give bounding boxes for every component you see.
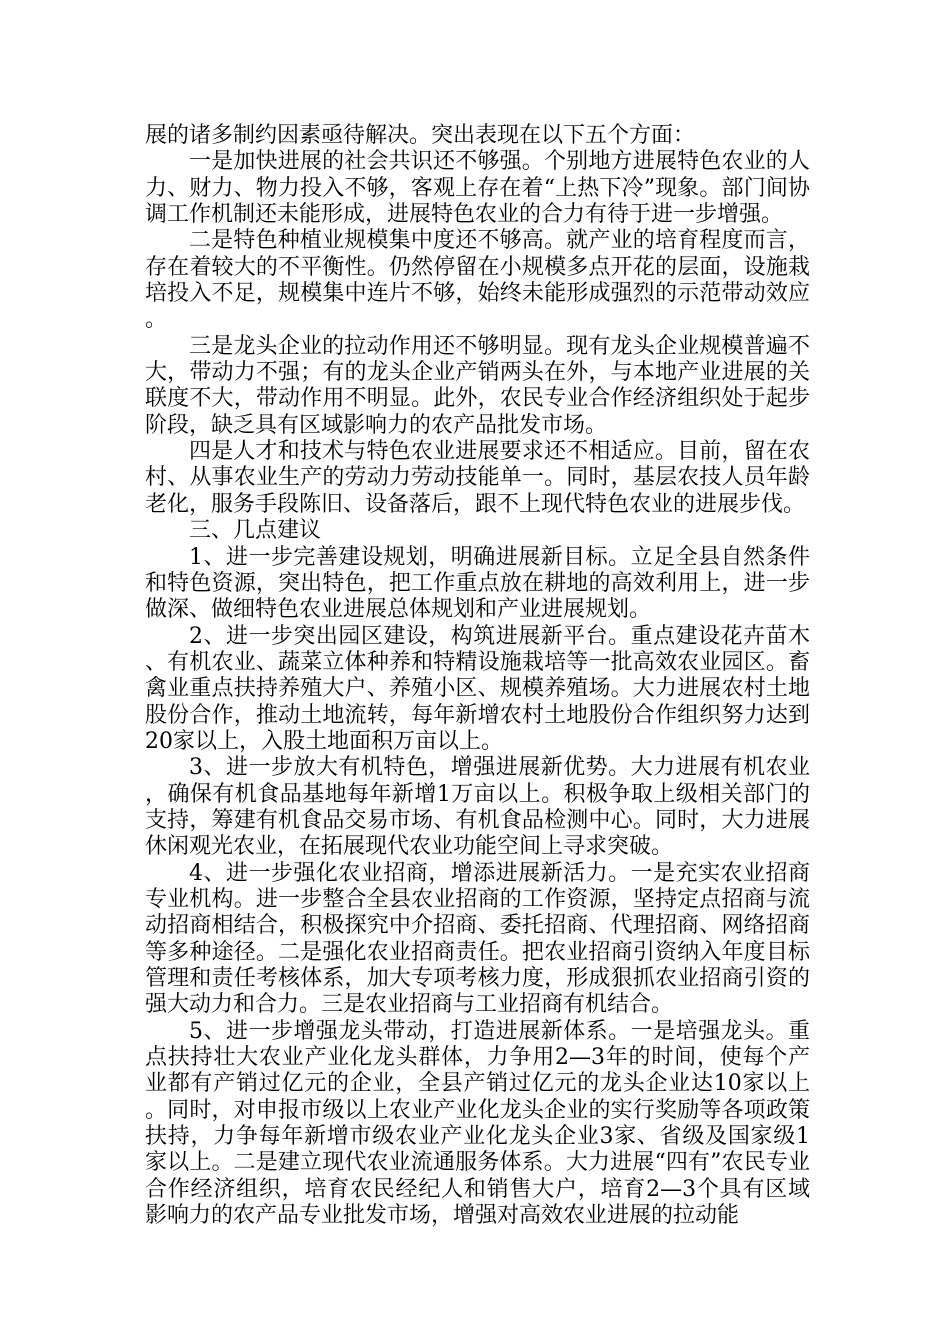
- paragraph-problem-3: 三是龙头企业的拉动作用还不够明显。现有龙头企业规模普遍不大，带动力不强；有的龙头企业产销两头在外，与本地产业进展的关联度不大，带动作用不明显。此外，农民专业合作经济组织处于起步阶段，缺乏具有区域影响力的农产品批发市场。: [145, 333, 810, 438]
- paragraph-suggestion-4: 4、进一步强化农业招商，增添进展新活力。一是充实农业招商专业机构。进一步整合全县农业招商的工作资源，坚持定点招商与流动招商相结合，积极探究中介招商、委托招商、代理招商、网络招商等多种途径。二是强化农业招商责任。把农业招商引资纳入年度目标管理和责任考核体系，加大专项考核力度，形成狠抓农业招商引资的强大动力和合力。三是农业招商与工业招商有机结合。: [145, 860, 810, 1018]
- section-heading-suggestions: 三、几点建议: [189, 518, 322, 544]
- paragraph-suggestion-5: 5、进一步增强龙头带动，打造进展新体系。一是培强龙头。重点扶持壮大农业产业化龙头群体，力争用2—3年的时间，使每个产业都有产销过亿元的企业，全县产销过亿元的龙头企业达10家以上。同时，对申报市级以上农业产业化龙头企业的实行奖励等各项政策扶持，力争每年新增市级农业产业化龙头企业3家、省级及国家级1家以上。二是建立现代农业流通服务体系。大力进展“四有”农民专业合作经济组织，培育农民经纪人和销售大户，培育2—3个具有区域影响力的农产品专业批发市场，增强对高效农业进展的拉动能: [145, 1018, 810, 1229]
- paragraph-problem-4: 四是人才和技术与特色农业进展要求还不相适应。目前，留在农村、从事农业生产的劳动力劳动技能单一。同时，基层农技人员年龄老化，服务手段陈旧、设备落后，跟不上现代特色农业的进展步伐。: [145, 439, 810, 517]
- document-body: [145, 123, 810, 1229]
- paragraph-problem-2: 二是特色种植业规模集中度还不够高。就产业的培育程度而言，存在着较大的不平衡性。仍然停留在小规模多点开花的层面，设施栽培投入不足，规模集中连片不够，始终未能形成强烈的示范带动效应。: [145, 228, 810, 333]
- paragraph-intro-continuation: 展的诸多制约因素亟待解决。突出表现在以下五个方面：: [145, 123, 696, 148]
- paragraph-suggestion-2: 2、进一步突出园区建设，构筑进展新平台。重点建设花卉苗木、有机农业、蔬菜立体种养和特精设施栽培等一批高效农业园区。畜禽业重点扶持养殖大户、养殖小区、规模养殖场。大力进展农村土地股份合作，推动土地流转，每年新增农村土地股份合作组织努力达到20家以上，入股土地面积万亩以上。: [145, 623, 810, 754]
- paragraph-suggestion-3: 3、进一步放大有机特色，增强进展新优势。大力进展有机农业，确保有机食品基地每年新增1万亩以上。积极争取上级相关部门的支持，筹建有机食品交易市场、有机食品检测中心。同时，大力进展休闲观光农业，在拓展现代农业功能空间上寻求突破。: [145, 755, 810, 860]
- paragraph-problem-1: 一是加快进展的社会共识还不够强。个别地方进展特色农业的人力、财力、物力投入不够，客观上存在着“上热下冷”现象。部门间协调工作机制还未能形成，进展特色农业的合力有待于进一步增强。: [145, 149, 810, 228]
- paragraph-suggestion-1: 1、进一步完善建设规划，明确进展新目标。立足全县自然条件和特色资源，突出特色，把工作重点放在耕地的高效利用上，进一步做深、做细特色农业进展总体规划和产业进展规划。: [145, 544, 810, 623]
